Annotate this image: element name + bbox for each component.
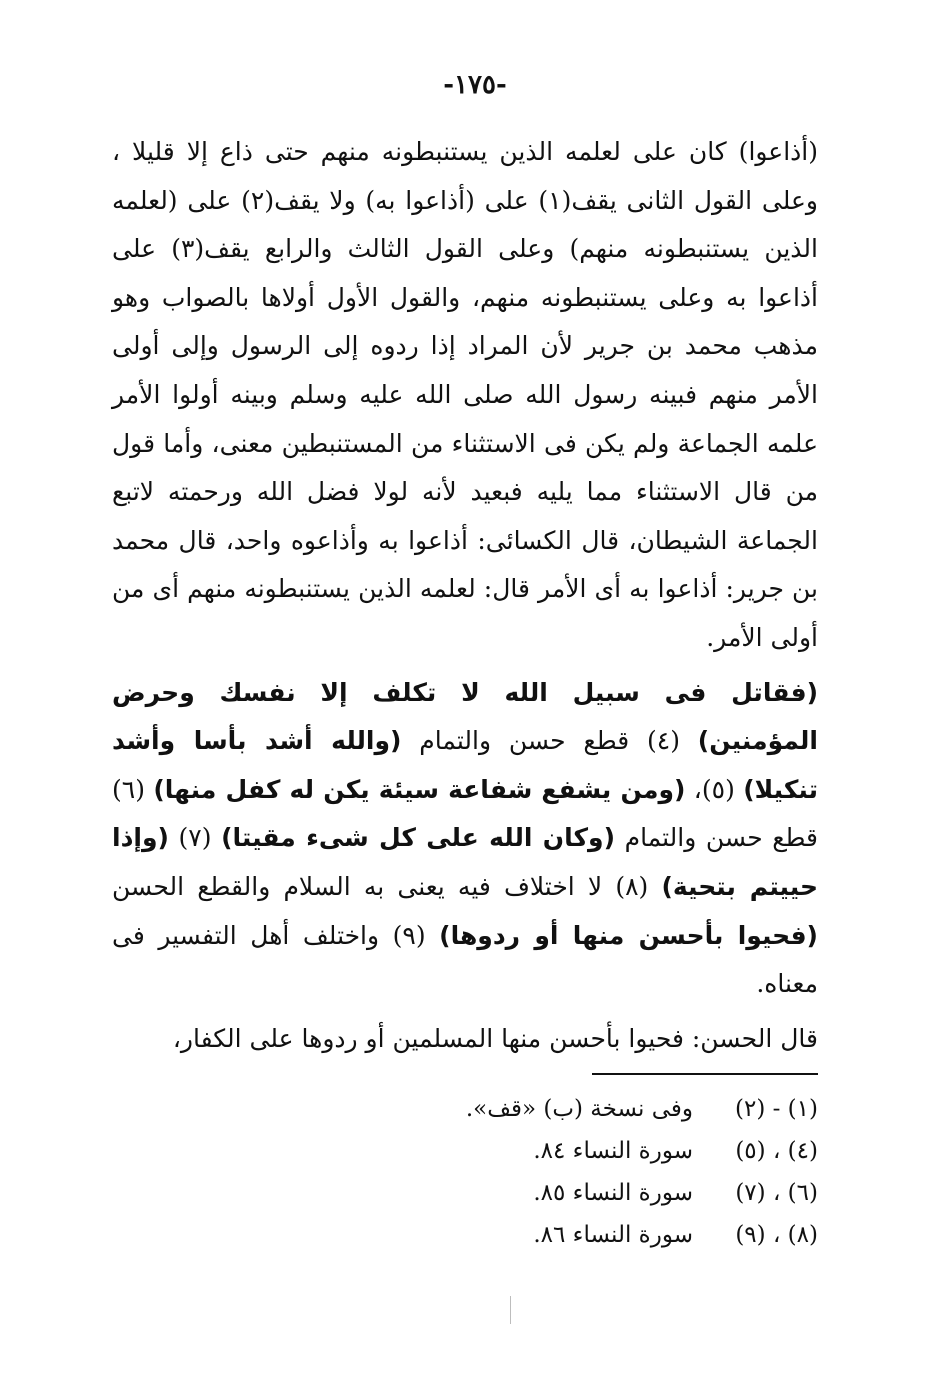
quran-verse: (فقاتل فى سبيل الله لا تكلف إلا نفسك وحرض المؤمنين) — [112, 677, 818, 756]
quran-verse: (والله أشد بأسا وأشد تنكيلا) — [112, 726, 818, 804]
quran-verse: (ومن يشفع شفاعة سيئة يكن له كفل منها) — [153, 774, 686, 804]
scan-artifact — [510, 1296, 511, 1324]
commentary-text: (٨) لا اختلاف فيه يعنى به السلام والقطع الحسن — [112, 871, 649, 901]
footnote-text: وفى نسخة (ب) «قف». — [465, 1096, 693, 1122]
footnote-row — [400, 1130, 818, 1172]
footnote-number: (١) - (٢) — [734, 1096, 818, 1122]
paragraph — [112, 128, 818, 663]
footnote-number: (٤) ، (٥) — [735, 1138, 818, 1164]
quran-verse: (فحيوا بأحسن منها أو ردوها) — [439, 920, 818, 950]
paragraph — [112, 1015, 818, 1064]
footnote-row — [400, 1214, 818, 1256]
footnote-row — [400, 1088, 818, 1130]
commentary-text: (٩) واختلف أهل التفسير فى معناه. — [112, 920, 818, 999]
footnote-number: (٦) ، (٧) — [735, 1180, 818, 1206]
quran-verse: (وكان الله على كل شىء مقيتا) — [221, 823, 616, 853]
paragraph-text: قال الحسن: فحيوا بأحسن منها المسلمين أو ردوها على الكفار، — [172, 1023, 818, 1053]
footnote-row — [400, 1172, 818, 1214]
commentary-text: (٧) — [178, 823, 212, 853]
footnote-text: سورة النساء ٨٥. — [533, 1180, 693, 1206]
footnotes — [400, 1088, 818, 1256]
footnote-text: سورة النساء ٨٦. — [533, 1222, 693, 1248]
commentary-text: (٦) قطع حسن والتمام — [112, 774, 819, 853]
commentary-text: (٤) قطع حسن والتمام — [419, 726, 680, 756]
page-number: -١٧٥- — [443, 70, 507, 100]
footnote-number: (٨) ، (٩) — [735, 1222, 818, 1248]
paragraph-text: (أذاعوا) كان على لعلمه الذين يستنبطونه منهم حتى ذاع إلا قليلا ، وعلى القول الثانى يقف(١) على (أذاعوا به) ولا يقف(٢) على (لعلمه الذين يستنبطونه منهم) وعلى القول الثالث والرابع يقف(٣) على أذاعوا به وعلى يستنبطونه منهم، والقول الأول أولاها بالصواب وهو مذهب محمد بن جرير لأن المراد إذا ردوه إلى الرسول وإلى أولى الأمر منهم فبينه رسول الله صلى الله عليه وسلم وبينه أولوا الأمر علمه الجماعة ولم يكن فى الاستثناء من المستنبطين معنى، وأما قول من قال الاستثناء مما يليه فبعيد لأنه لولا فضل الله ورحمته لاتبع الجماعة الشيطان، قال الكسائى: أذاعوا به وأذاعوه واحد، قال محمد بن جرير: أذاعوا به أى الأمر قال: لعلمه الذين يستنبطونه منهم أى من أولى الأمر. — [112, 137, 818, 652]
footnote-text: سورة النساء ٨٤. — [533, 1138, 693, 1164]
footnote-divider — [592, 1073, 818, 1075]
commentary-text: (٥)، — [685, 774, 735, 804]
paragraph — [112, 669, 818, 1009]
quran-verse: (وإذا حييتم بتحية) — [112, 823, 818, 901]
main-text — [112, 128, 818, 1063]
